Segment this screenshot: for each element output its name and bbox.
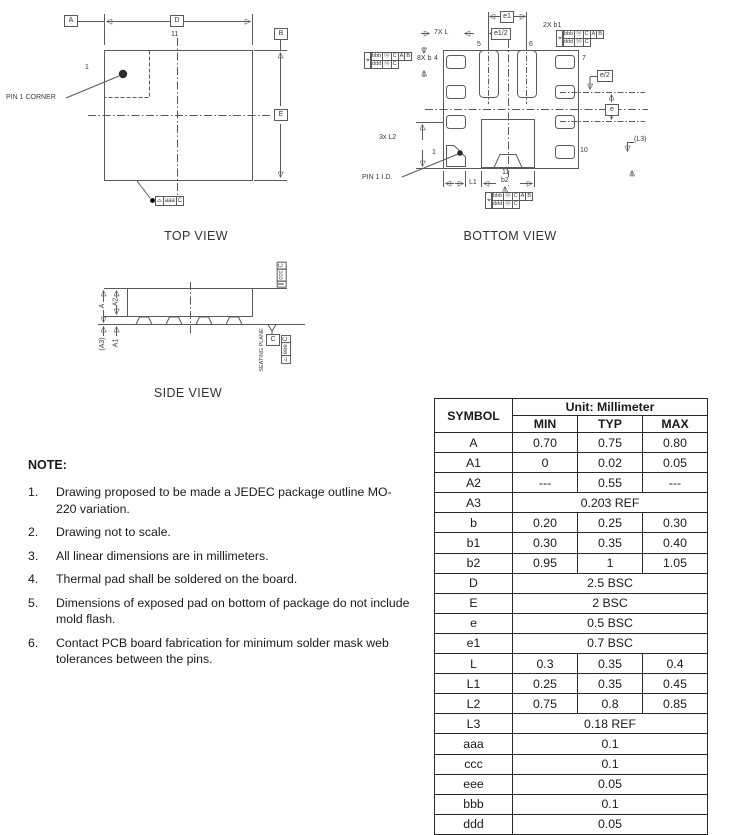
- pin1-pad: [447, 146, 466, 167]
- note-text: Drawing proposed to be made a JEDEC package outline MO-220 variation.: [56, 485, 392, 516]
- fcf-datum: C: [177, 198, 183, 204]
- table-cell: 0.70: [513, 433, 578, 453]
- fcf-mmc-icon: Ⓜ: [505, 193, 511, 199]
- table-cell: 2.5 BSC: [513, 573, 708, 593]
- position-fcf-bottom: [485, 192, 533, 209]
- fcf-tol-eee: eee: [283, 344, 290, 355]
- table-cell: 0.1: [513, 794, 708, 814]
- fcf-tol-ddd: ddd: [371, 61, 382, 67]
- pin1-id-label: PIN 1 I.D.: [362, 174, 393, 181]
- table-row: [435, 754, 708, 774]
- datum-c-box: C: [266, 334, 280, 346]
- table-cell: 2 BSC: [513, 593, 708, 613]
- pin5-label: 5: [477, 41, 481, 48]
- pin1-label-top: 1: [85, 64, 89, 71]
- table-cell: 0.1: [513, 754, 708, 774]
- table-cell: b2: [435, 553, 513, 573]
- pin6-label: 6: [529, 41, 533, 48]
- side-view-linework: [98, 282, 305, 336]
- table-cell: A1: [435, 453, 513, 473]
- table-row: [435, 654, 708, 674]
- position-fcf-top-right: [556, 30, 604, 47]
- fcf-tol-bbb: bbb: [492, 193, 503, 199]
- count-3x-l2-label: 3x L2: [379, 134, 397, 141]
- table-cell: L2: [435, 694, 513, 714]
- fcf-tol-ddd: ddd: [563, 39, 574, 45]
- table-cell: 0.05: [643, 453, 708, 473]
- parallelism-fcf: [277, 261, 287, 286]
- fcf-datum-c: C: [392, 61, 397, 67]
- fcf-mmc-icon: Ⓜ: [576, 39, 582, 45]
- note-item: [28, 484, 410, 517]
- table-cell: 0.55: [578, 473, 643, 493]
- note-item: [28, 595, 410, 628]
- table-cell: b1: [435, 533, 513, 553]
- table-cell: e: [435, 613, 513, 633]
- table-cell: ---: [513, 473, 578, 493]
- table-cell: b: [435, 513, 513, 533]
- table-row: [435, 794, 708, 814]
- profile-fcf: [156, 196, 184, 206]
- count-8x-b-label: 8X b: [417, 55, 432, 62]
- table-cell: 0: [513, 453, 578, 473]
- fcf-datum-b: B: [598, 31, 602, 37]
- note-item: [28, 571, 410, 588]
- profile-symbol-icon: ⌓: [157, 198, 162, 204]
- pin7-label: 7: [582, 55, 586, 62]
- dim-e-pitch-box: e: [605, 104, 619, 116]
- note-text: Thermal pad shall be soldered on the board.: [56, 572, 298, 586]
- table-cell: 0.3: [513, 654, 578, 674]
- dim-a3-label: (A3): [99, 337, 106, 351]
- seating-plane-label: SEATING PLANE: [259, 328, 265, 372]
- top-view-linework: [66, 14, 287, 203]
- dim-e1-box: e1: [500, 11, 514, 23]
- min-header: MIN: [513, 416, 578, 433]
- table-cell: 0.75: [513, 694, 578, 714]
- table-cell: 0.85: [643, 694, 708, 714]
- max-header: MAX: [643, 416, 708, 433]
- count-2x-b1-label: 2X b1: [543, 22, 562, 29]
- table-cell: A: [435, 433, 513, 453]
- table-row: [435, 553, 708, 573]
- table-cell: ccc: [435, 754, 513, 774]
- table-cell: aaa: [435, 734, 513, 754]
- dim-e-box: E: [274, 109, 288, 121]
- table-row: [435, 714, 708, 734]
- table-header-row: [435, 399, 708, 416]
- table-cell: E: [435, 593, 513, 613]
- table-cell: 0.35: [578, 654, 643, 674]
- note-text: Dimensions of exposed pad on bottom of package do not include mold flash.: [56, 595, 410, 626]
- notes-section: [28, 458, 410, 675]
- dim-b2-label: b2: [501, 177, 509, 184]
- parallelism-symbol-icon: ∥: [278, 282, 285, 286]
- table-row: [435, 814, 708, 834]
- table-cell: 0.25: [578, 513, 643, 533]
- fcf-tol-ccc: ccc: [278, 270, 285, 280]
- table-cell: 1: [578, 553, 643, 573]
- dim-e-half-box: e/2: [597, 70, 613, 82]
- table-cell: bbb: [435, 794, 513, 814]
- note-text: Contact PCB board fabrication for minimum solder mask web tolerances between the pins.: [56, 635, 389, 666]
- pin10-label: 10: [580, 147, 588, 154]
- table-row: [435, 433, 708, 453]
- table-row: [435, 473, 708, 493]
- table-cell: 0.35: [578, 674, 643, 694]
- table-cell: L: [435, 654, 513, 674]
- datum-c-triangle: [268, 325, 276, 332]
- fcf-datum-b: B: [406, 53, 410, 59]
- fcf-datum-c: C: [278, 263, 285, 268]
- datum-a-box: A: [64, 15, 78, 27]
- fcf-datum-c: C: [513, 193, 518, 199]
- dim-e1-half-box: e1/2: [491, 28, 511, 40]
- table-cell: 0.18 REF: [513, 714, 708, 734]
- bottom-view-linework: [402, 12, 648, 191]
- table-row: [435, 774, 708, 794]
- fcf-datum-a: A: [520, 193, 525, 199]
- fcf-datum-c: C: [283, 336, 290, 342]
- note-number: 5.: [28, 595, 39, 610]
- table-cell: 0.4: [643, 654, 708, 674]
- fcf-datum-c: C: [584, 39, 589, 45]
- note-number: 4.: [28, 572, 39, 586]
- pin1-corner-label: PIN 1 CORNER: [6, 94, 56, 101]
- coplanarity-fcf: [281, 335, 291, 363]
- table-row: [435, 573, 708, 593]
- table-cell: 1.05: [643, 553, 708, 573]
- fcf-tolerance: aaa: [164, 198, 175, 204]
- table-row: [435, 493, 708, 513]
- table-row: [435, 694, 708, 714]
- pin1-label-bottom: 1: [432, 149, 436, 156]
- table-cell: 0.25: [513, 674, 578, 694]
- dim-d-box: D: [170, 15, 184, 27]
- table-cell: D: [435, 573, 513, 593]
- count-7x-l-label: 7X L: [434, 29, 449, 36]
- table-cell: 0.95: [513, 553, 578, 573]
- dimension-table: [434, 398, 708, 835]
- note-text: Drawing not to scale.: [56, 525, 171, 539]
- fcf-datum-b: B: [527, 193, 531, 199]
- notes-heading: NOTE:: [28, 458, 67, 472]
- table-cell: 0.45: [643, 674, 708, 694]
- table-cell: eee: [435, 774, 513, 794]
- table-cell: A3: [435, 493, 513, 513]
- unit-header: Unit: Millimeter: [513, 399, 708, 416]
- table-row: [435, 453, 708, 473]
- pin11-label-top: 11: [171, 31, 179, 38]
- note-number: 2.: [28, 525, 39, 539]
- fcf-tol-bbb: bbb: [563, 31, 574, 37]
- pin1-id-leader: [402, 154, 458, 177]
- fcf-datum-c: C: [513, 201, 518, 207]
- table-cell: 0.1: [513, 734, 708, 754]
- table-row: [435, 513, 708, 533]
- note-number: 3.: [28, 548, 39, 563]
- table-cell: 0.30: [513, 533, 578, 553]
- dim-l1-label: L1: [469, 179, 477, 186]
- bottom-view-caption: BOTTOM VIEW: [463, 229, 557, 243]
- position-fcf-left: [364, 52, 412, 69]
- position-symbol-icon: ⌖: [485, 192, 493, 209]
- table-cell: ---: [643, 473, 708, 493]
- coplanarity-symbol-icon: ⌓: [283, 357, 290, 363]
- pin1-marker-dot: [119, 70, 127, 78]
- position-symbol-icon: ⌖: [364, 52, 372, 69]
- table-cell: ddd: [435, 814, 513, 834]
- table-cell: e1: [435, 633, 513, 653]
- fcf-tol-bbb: bbb: [371, 53, 382, 59]
- table-cell: 0.40: [643, 533, 708, 553]
- fcf-datum-c: C: [584, 31, 589, 37]
- table-cell: L3: [435, 714, 513, 734]
- table-cell: 0.05: [513, 814, 708, 834]
- note-text: All linear dimensions are in millimeters.: [56, 548, 269, 563]
- fcf-mmc-icon: Ⓜ: [384, 61, 390, 67]
- dim-l3-label: (L3): [634, 136, 647, 143]
- pin4-label: 4: [434, 55, 438, 62]
- dim-table-body: [435, 433, 708, 835]
- table-row: [435, 674, 708, 694]
- fcf-leader: [137, 181, 150, 198]
- table-cell: 0.30: [643, 513, 708, 533]
- table-cell: 0.75: [578, 433, 643, 453]
- table-cell: 0.7 BSC: [513, 633, 708, 653]
- position-symbol-icon: ⌖: [556, 30, 564, 47]
- table-cell: L1: [435, 674, 513, 694]
- table-cell: 0.203 REF: [513, 493, 708, 513]
- pin1-id-dot: [457, 150, 463, 156]
- dim-a2-label: A2: [112, 297, 120, 307]
- dim-a1-label: A1: [112, 338, 120, 348]
- table-row: [435, 613, 708, 633]
- table-row: [435, 593, 708, 613]
- fcf-mmc-icon: Ⓜ: [576, 31, 582, 37]
- top-view-caption: TOP VIEW: [164, 229, 228, 243]
- table-cell: 0.5 BSC: [513, 613, 708, 633]
- notes-list: [28, 484, 410, 668]
- table-cell: 0.35: [578, 533, 643, 553]
- fcf-datum-a: A: [591, 31, 596, 37]
- datum-b-box: B: [274, 28, 288, 40]
- fcf-mmc-icon: Ⓜ: [384, 53, 390, 59]
- table-row: [435, 533, 708, 553]
- table-row: [435, 633, 708, 653]
- table-cell: 0.8: [578, 694, 643, 714]
- table-cell: 0.05: [513, 774, 708, 794]
- table-cell: 0.80: [643, 433, 708, 453]
- table-cell: 0.20: [513, 513, 578, 533]
- pin11-label-bottom: 11: [502, 169, 510, 176]
- pin1-corner-leader: [66, 76, 119, 98]
- note-item: [28, 635, 410, 668]
- typ-header: TYP: [578, 416, 643, 433]
- note-number: 1.: [28, 485, 39, 499]
- note-item: [28, 524, 410, 541]
- table-cell: A2: [435, 473, 513, 493]
- table-cell: 0.02: [578, 453, 643, 473]
- fcf-datum-a: A: [399, 53, 404, 59]
- symbol-header: SYMBOL: [435, 399, 513, 433]
- note-number: 6.: [28, 635, 39, 650]
- fcf-tol-ddd: ddd: [492, 201, 503, 207]
- table-row: [435, 734, 708, 754]
- fcf-mmc-icon: Ⓜ: [505, 201, 511, 207]
- dim-a-label: A: [99, 303, 106, 309]
- fcf-datum-c: C: [392, 53, 397, 59]
- note-item: [28, 548, 410, 565]
- side-view-caption: SIDE VIEW: [153, 386, 223, 400]
